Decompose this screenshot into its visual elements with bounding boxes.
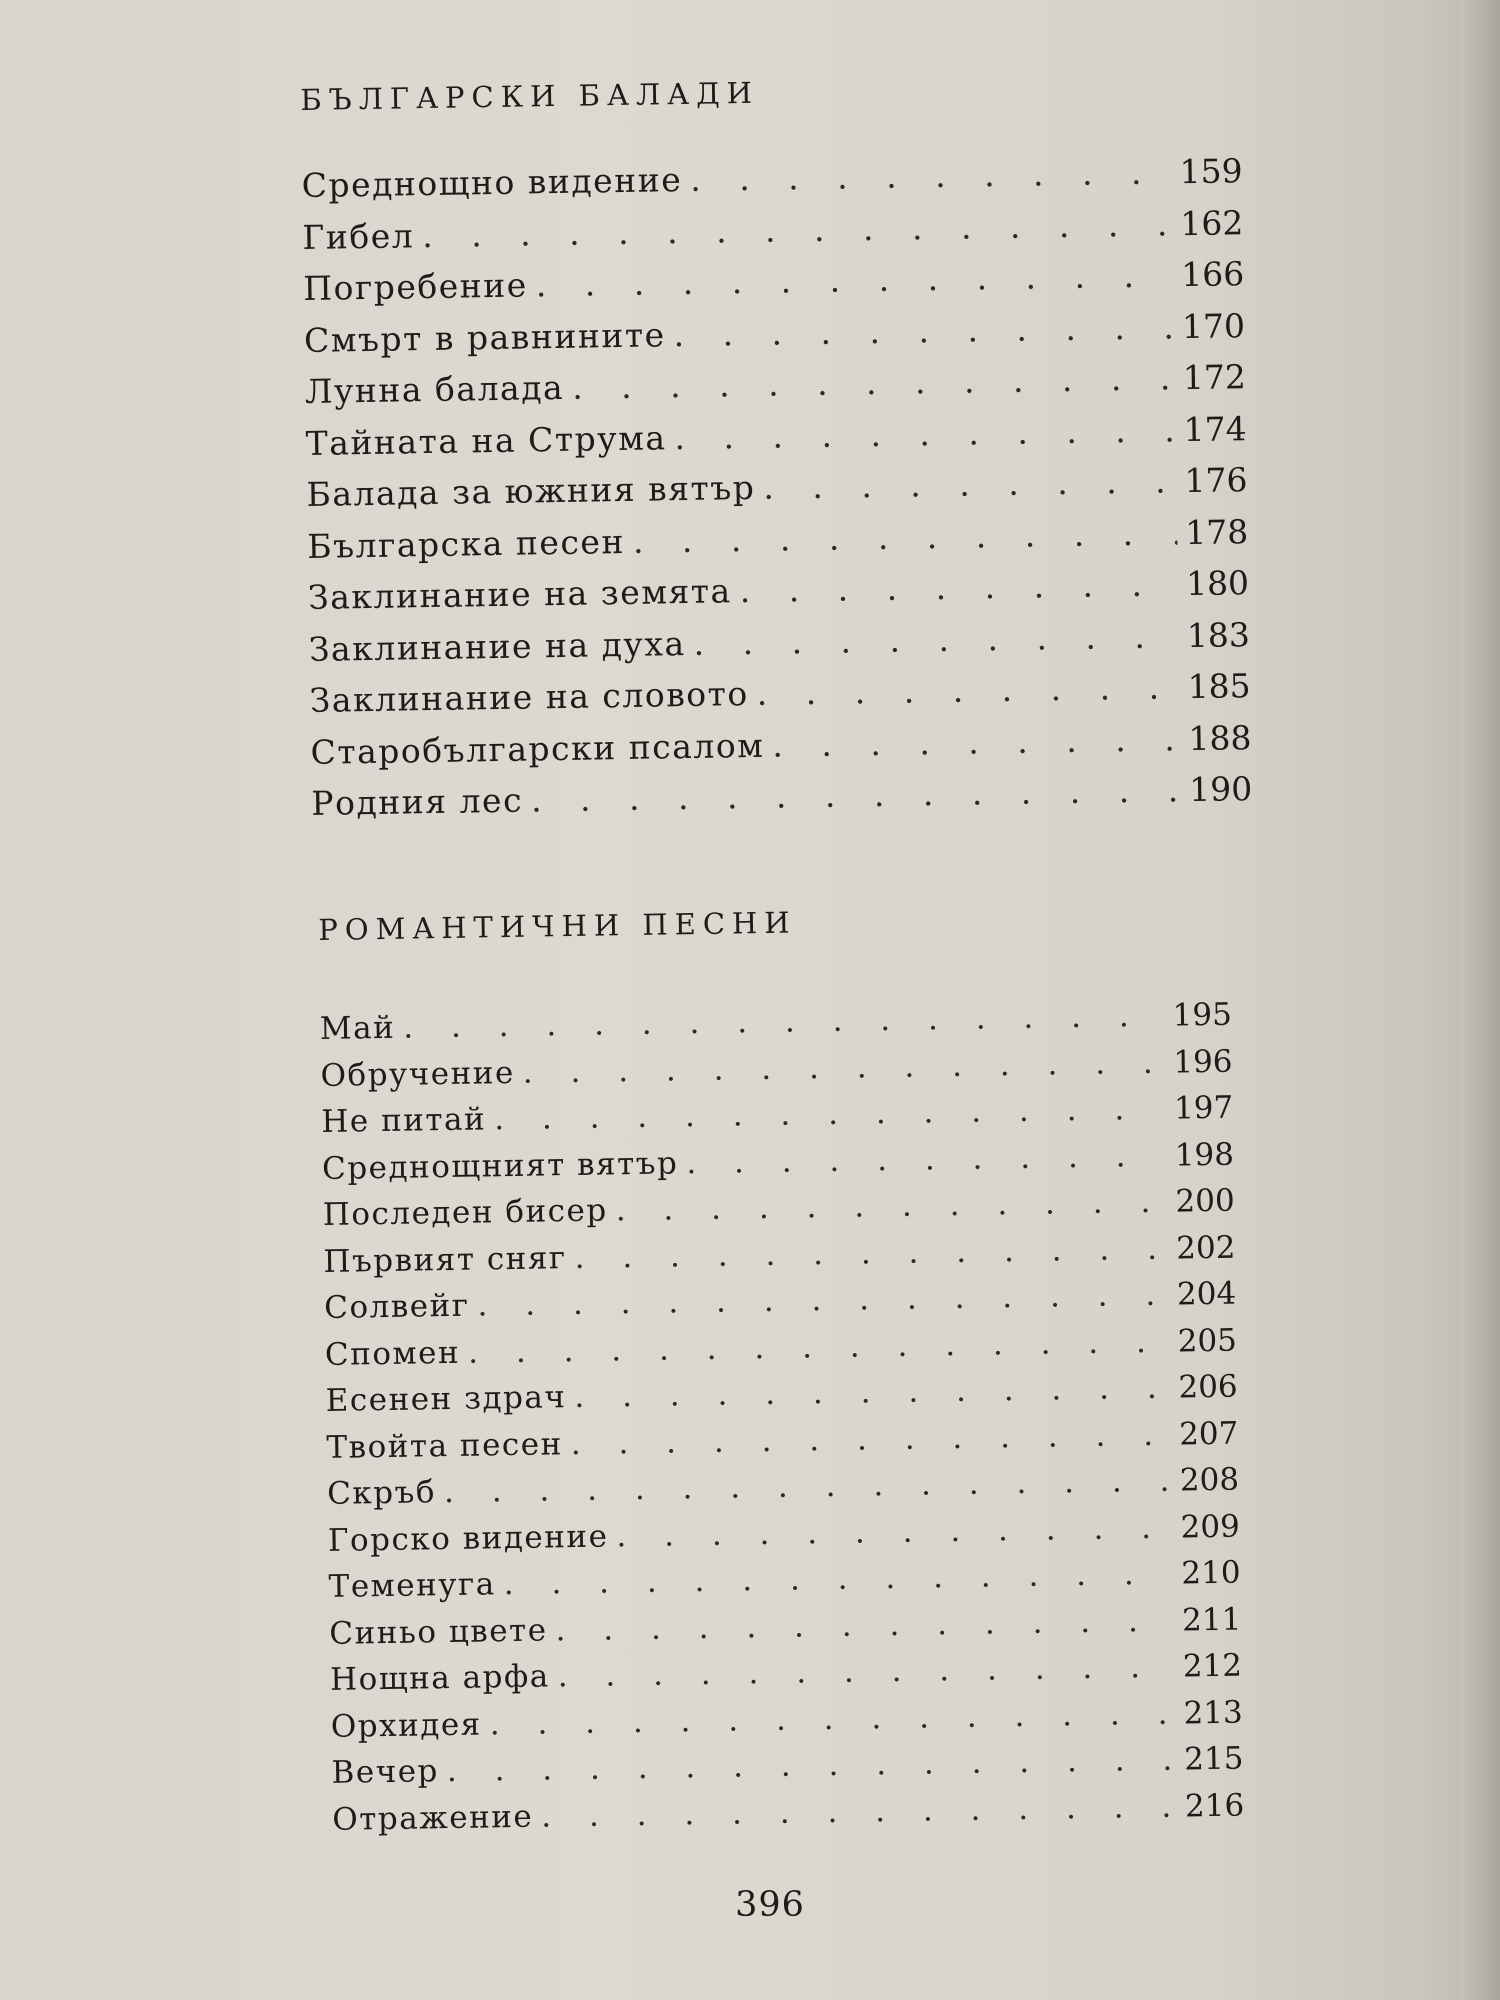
toc-entry-page: 183 [1186,614,1251,655]
toc-entry-page: 197 [1173,1089,1234,1127]
toc-entry-page: 198 [1174,1136,1235,1174]
toc-entry-title: Орхидея [330,1706,482,1745]
toc-entry-title: Гибел [302,215,415,257]
toc-entry-title: Смърт в равнините [303,314,666,360]
toc-entry-title: Балада за южния вятър [306,467,756,514]
toc-entry-page: 208 [1179,1461,1240,1499]
toc-entry-title: Лунна балада [304,367,565,411]
toc-entry-page: 180 [1185,563,1250,604]
toc-entry-title: Нощна арфа [329,1658,550,1698]
toc-entry-page: 188 [1188,717,1252,758]
dot-leader [690,146,1172,205]
toc-entry-title: Твойта песен [326,1425,564,1466]
toc-entry-title: Старобългарски псалом [310,725,765,772]
toc-entry-page: 216 [1184,1787,1245,1824]
toc-entry-title: Обручение [320,1054,516,1094]
dot-leader [686,1132,1164,1186]
toc-entry-page: 204 [1176,1275,1237,1313]
toc-entry-page: 209 [1180,1508,1241,1546]
dot-leader [674,404,1176,463]
dot-leader [673,301,1174,360]
toc-entry-title: Есенен здрач [325,1379,567,1419]
toc-entry-page: 205 [1177,1322,1238,1360]
section-title: РОМАНТИЧНИ ПЕСНИ [318,905,797,947]
toc-entry-title: Отражение [332,1798,534,1838]
toc-entry-title: Теменуга [328,1566,497,1605]
toc-entry-page: 176 [1184,460,1248,501]
toc-entry-title: Българска песен [307,521,626,566]
toc-entry-page: 211 [1181,1601,1242,1639]
dot-leader [632,507,1177,567]
toc-entry-title: Тайната на Струма [305,417,667,463]
toc-entry-page: 172 [1182,357,1247,398]
toc-entry-title: Спомен [324,1334,461,1373]
toc-entry-title: Първият сняг [323,1239,567,1280]
toc-entry-page: 185 [1187,666,1251,707]
toc-entry-page: 210 [1181,1554,1241,1592]
toc-entry-page: 166 [1180,254,1245,295]
toc-entry-title: Горско видение [327,1518,609,1559]
toc-entry-page: 190 [1188,769,1253,810]
toc-section-pesni [318,896,1245,1843]
toc-entry-page: 206 [1178,1368,1238,1406]
dot-leader [693,610,1179,669]
toc-entry-title: Родния лес [311,780,524,823]
toc-entry-page: 207 [1178,1415,1239,1453]
dot-leader [739,558,1178,616]
dot-leader [572,352,1175,413]
dot-leader [772,713,1181,771]
section-title: БЪЛГАРСКИ БАЛАДИ [300,75,760,117]
toc-list [301,145,1251,829]
toc-entry-page: 174 [1183,408,1247,449]
toc-entry-page: 195 [1172,996,1233,1034]
toc-entry-title: Синьо цвете [329,1611,548,1652]
toc-entry-title: Последен бисер [322,1192,608,1233]
toc-entry-page: 196 [1173,1043,1233,1081]
toc-entry-title: Погребение [302,265,529,308]
toc-entry-title: Заклинание на словото [309,674,750,720]
dot-leader [763,455,1177,513]
toc-entry-title: Не питай [321,1101,487,1140]
toc-entry-page: 212 [1182,1647,1243,1685]
toc-entry-title: Среднощният вятър [321,1144,679,1187]
toc-entry-title: Май [319,1009,396,1047]
toc-entry-page: 200 [1175,1182,1235,1220]
toc-entry-title: Солвейг [323,1287,470,1326]
dot-leader [541,1783,1175,1839]
toc-entry-title: Заклинание на духа [308,623,686,669]
toc-entry-title: Среднощно видение [301,160,683,205]
toc-entry-page: 170 [1181,305,1246,346]
toc-entry-title: Скръб [326,1474,437,1512]
toc-entry-page: 215 [1183,1740,1244,1778]
toc-entry-page: 213 [1183,1694,1243,1732]
toc-entry-title: Вечер [331,1753,440,1791]
toc-entry-page: 202 [1175,1229,1236,1267]
toc-entry-page: 162 [1180,202,1244,243]
toc-entry-title: Заклинание на земята [307,571,732,617]
toc-section-balladi [300,65,1252,829]
toc-entry-page: 178 [1184,511,1249,552]
dot-leader [756,661,1180,719]
dot-leader [531,764,1182,826]
toc-entry-page: 159 [1179,151,1243,192]
page-edge [1460,0,1500,2000]
page-number: 396 [735,1885,805,1925]
toc-list [320,992,1245,1843]
